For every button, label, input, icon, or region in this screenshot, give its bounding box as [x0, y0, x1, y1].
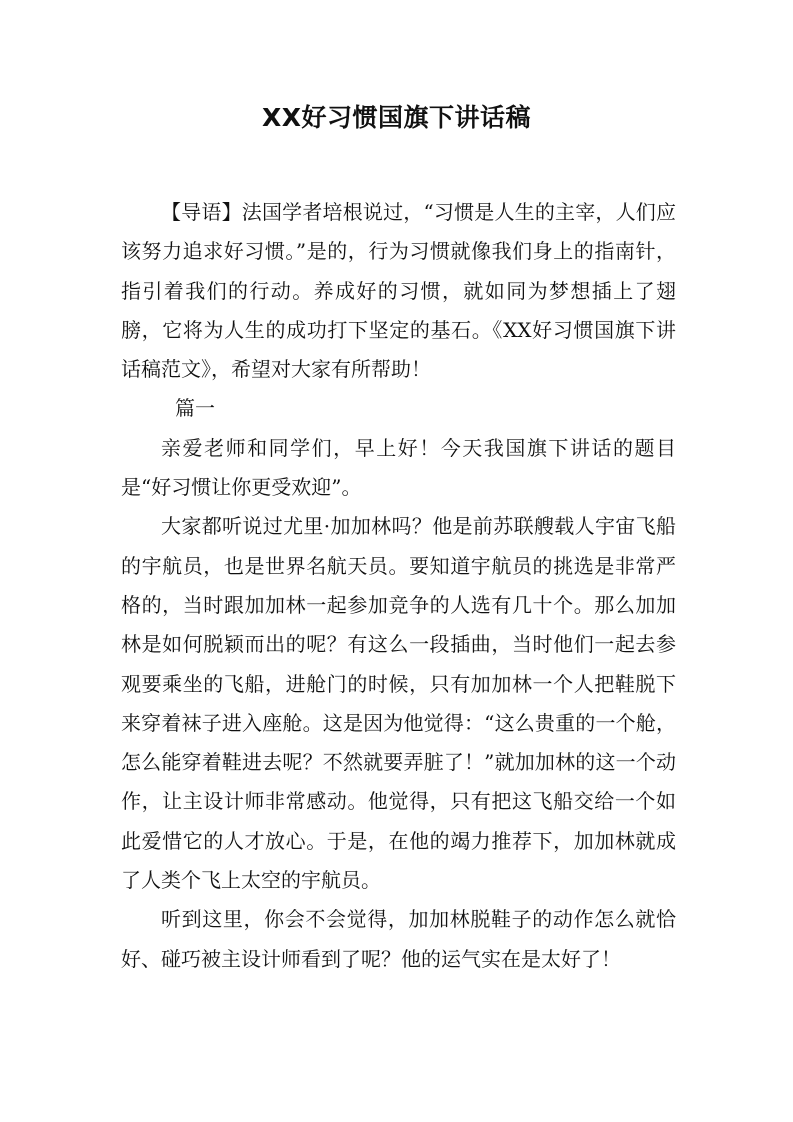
greeting-paragraph: 亲爱老师和同学们，早上好！今天我国旗下讲话的题目是“好习惯让你更受欢迎”。: [121, 435, 676, 500]
reflection-paragraph: 听到这里，你会不会觉得，加加林脱鞋子的动作怎么就恰好、碰巧被主设计师看到了呢？他的运气实在是太好了！: [121, 907, 676, 971]
story-paragraph: 大家都听说过尤里·加加林吗？他是前苏联艘载人宇宙飞船的宇航员，也是世界名航天员。要知道宇航员的挑选是非常严格的，当时跟加加林一起参加竞争的人选有几十个。那么加加林是如何脱颖而出的呢？有这么一段插曲，当时他们一起去参观要乘坐的飞船，进舱门的时候，只有加加林一个人把鞋脱下来穿着袜子进入座舱。这是因为他觉得：“这么贵重的一个舱，怎么能穿着鞋进去呢？不然就要弄脏了！”就加加林的这一个动作，让主设计师非常感动。他觉得，只有把这飞船交给一个如此爱惜它的人才放心。于是，在他的竭力推荐下，加加林就成了人类个飞上太空的宇航员。: [121, 514, 676, 893]
intro-paragraph: 【导语】法国学者培根说过，“习惯是人生的主宰，人们应该努力追求好习惯。”是的，行为习惯就像我们身上的指南针，指引着我们的行动。养成好的习惯，就如同为梦想插上了翅膀，它将为人生的成功打下坚定的基石。《XX好习惯国旗下讲话稿范文》，希望对大家有所帮助！: [121, 200, 676, 382]
page-title: XX好习惯国旗下讲话稿: [261, 103, 532, 132]
section-heading: 篇一: [175, 396, 215, 421]
document-body: [121, 193, 676, 979]
